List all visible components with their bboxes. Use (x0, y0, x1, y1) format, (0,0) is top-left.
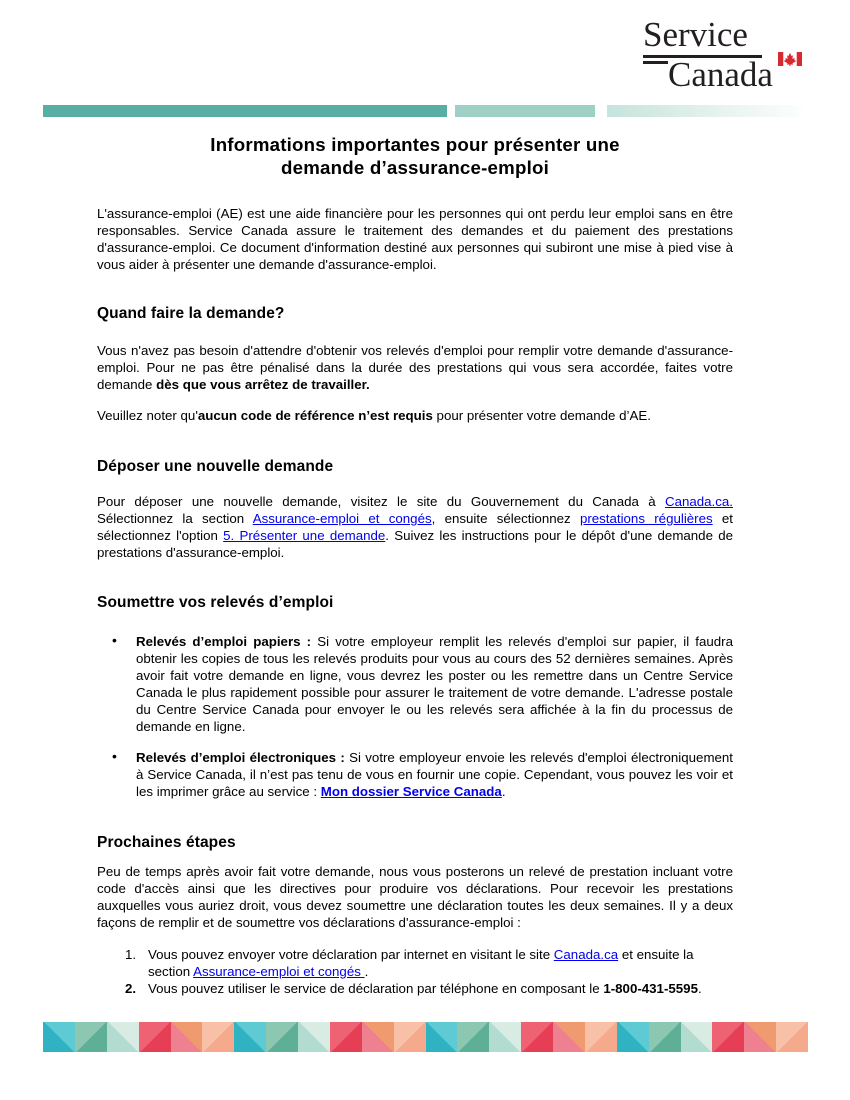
text-segment: Si votre employeur remplit les relevés d'emploi sur papier, il faudra obtenir les copies de tous les relevés produits pour vous au cours des 52 dernières semaines. Après avoir fait votre demande en ligne, vous devrez les poster ou les remettre dans un Centre Service Canada le plus rapidement possible pour assurer le traitement de votre demande. L'adresse postale du Centre Service Canada pour envoyer le ou les relevés sera affichée à la fin du processus de demande en ligne. (136, 634, 733, 734)
band-tile (649, 1022, 681, 1052)
list-text-2 (148, 980, 733, 997)
logo-rule-step (643, 61, 668, 64)
text-segment: Peu de temps après avoir fait votre demande, nous vous posterons un relevé de prestation incluant votre code d'accès ainsi que les directives pour produire vos déclarations. Pour recevoir les prestations auxquelles vous auriez droit, vous devez soumettre une déclaration toutes les deux semaines. Il y a deux façons de remplir et de soumettre vos déclarations d'assurance-emploi : (97, 864, 733, 930)
text-segment: . Suivez les instructions pour le dépôt d'une demande de prestations d'assurance-emploi. (97, 528, 734, 560)
text-segment: , ensuite sélectionnez (431, 511, 580, 526)
band-tile (553, 1022, 585, 1052)
text-segment: aucun code de référence n’est requis (197, 408, 433, 423)
page-title (97, 133, 733, 179)
text-segment: . (501, 784, 506, 799)
band-tile (457, 1022, 489, 1052)
text-segment: 1-800-431-5595 (603, 981, 698, 996)
band-tile (266, 1022, 298, 1052)
band-tile (681, 1022, 713, 1052)
section-heading-prochaines-etapes: Prochaines étapes (97, 834, 236, 851)
band-tile (43, 1022, 75, 1052)
text-segment: et sélectionnez l'option (97, 511, 733, 543)
header-bar-segment (455, 105, 595, 117)
band-tile (298, 1022, 330, 1052)
band-tile (234, 1022, 266, 1052)
section-heading-soumettre: Soumettre vos relevés d’emploi (97, 594, 334, 611)
intro-paragraph: L'assurance-emploi (AE) est une aide financière pour les personnes qui ont perdu leur emploi sans en être responsables. Service Canada assure le traitement des demandes et du paiement des prestations d'assurance-emploi. Ce document d'information destiné aux personnes qui subiront une mise à pied vise à vous aider à présenter une demande d'assurance-emploi. (97, 206, 733, 272)
bullet-text-releves-electroniques (136, 749, 733, 800)
text-segment: Vous n'avez pas besoin d'attendre d'obtenir vos relevés d'emploi pour remplir votre demande d'assurance-emploi. Pour ne pas être pénalisé dans la durée des prestations qui vous sera accordée, faites votre demande (97, 343, 733, 392)
list-marker-2: 2. (125, 981, 137, 996)
text-segment: Relevés d’emploi papiers : (136, 634, 318, 649)
canada-flag-icon (778, 52, 802, 66)
band-tile (489, 1022, 521, 1052)
band-tile (712, 1022, 744, 1052)
link-assurance-emploi-et-conges-2[interactable]: Assurance-emploi et congés (193, 964, 365, 979)
header-bar (43, 105, 808, 117)
paragraph-deposer (97, 493, 733, 561)
list-item-1 (97, 946, 733, 980)
text-segment: Sélectionnez la section (97, 511, 253, 526)
footer-band (43, 1022, 808, 1052)
logo-word-service: Service (643, 15, 748, 54)
numbered-list (97, 946, 733, 997)
header-bar-segment (43, 105, 447, 117)
text-segment: . (364, 964, 369, 979)
paragraph-prochaines-etapes (97, 863, 733, 931)
bullet-dot: • (112, 632, 117, 648)
band-tile (330, 1022, 362, 1052)
section-heading-deposer: Déposer une nouvelle demande (97, 458, 334, 475)
list-text-1 (148, 946, 733, 980)
link-prestations-regulieres[interactable]: prestations régulières (579, 511, 713, 526)
text-segment: Vous pouvez envoyer votre déclaration par internet en visitant le site (148, 947, 554, 962)
bullet-text-releves-papiers (136, 633, 733, 735)
paragraph-quand-faire (97, 342, 733, 393)
text-segment: Pour déposer une nouvelle demande, visitez le site du Gouvernement du Canada à (97, 494, 665, 509)
band-tile (139, 1022, 171, 1052)
text-segment: . (697, 981, 702, 996)
service-canada-logo (643, 16, 818, 100)
band-tile (585, 1022, 617, 1052)
header-bar-segment (607, 105, 808, 117)
band-tile (394, 1022, 426, 1052)
link-canada-ca[interactable]: Canada.ca. (664, 494, 733, 509)
document-body (97, 133, 733, 997)
band-tile (744, 1022, 776, 1052)
band-tile (776, 1022, 808, 1052)
bullet-item-releves-electroniques (97, 749, 733, 800)
text-segment: Relevés d’emploi électroniques : (136, 750, 350, 765)
link-presenter-une-demande[interactable]: 5. Présenter une demande (223, 528, 386, 543)
text-segment: pour présenter votre demande d’AE. (432, 408, 651, 423)
logo-word-canada: Canada (668, 55, 773, 94)
list-item-2 (97, 980, 733, 997)
band-tile (171, 1022, 203, 1052)
band-tile (107, 1022, 139, 1052)
bullet-item-releves-papiers (97, 633, 733, 735)
link-mon-dossier-service-canada[interactable]: Mon dossier Service Canada (320, 784, 502, 799)
page-title-line1: Informations importantes pour présenter une (210, 134, 620, 155)
link-canada-ca-2[interactable]: Canada.ca (553, 947, 619, 962)
band-tile (521, 1022, 553, 1052)
page-title-line2: demande d’assurance-emploi (281, 157, 549, 178)
bullet-dot: • (112, 748, 117, 764)
text-segment: Veuillez noter qu' (97, 408, 198, 423)
band-tile (202, 1022, 234, 1052)
paragraph-note-code-reference (97, 407, 733, 424)
band-tile (362, 1022, 394, 1052)
band-tile (617, 1022, 649, 1052)
text-segment: et ensuite la section (148, 947, 694, 979)
list-marker-1: 1. (125, 947, 137, 962)
text-segment: Si votre employeur envoie les relevés d'emploi électroniquement à Service Canada, il n’est pas tenu de vous en fournir une copie. Cependant, vous pouvez les voir et les imprimer grâce au service : (136, 750, 734, 799)
section-heading-quand-faire: Quand faire la demande? (97, 305, 285, 322)
link-assurance-emploi-et-conges[interactable]: Assurance-emploi et congés (252, 511, 432, 526)
band-tile (426, 1022, 458, 1052)
text-segment: Vous pouvez utiliser le service de déclaration par téléphone en composant le (148, 981, 604, 996)
band-tile (75, 1022, 107, 1052)
text-segment: dès que vous arrêtez de travailler. (156, 377, 370, 392)
